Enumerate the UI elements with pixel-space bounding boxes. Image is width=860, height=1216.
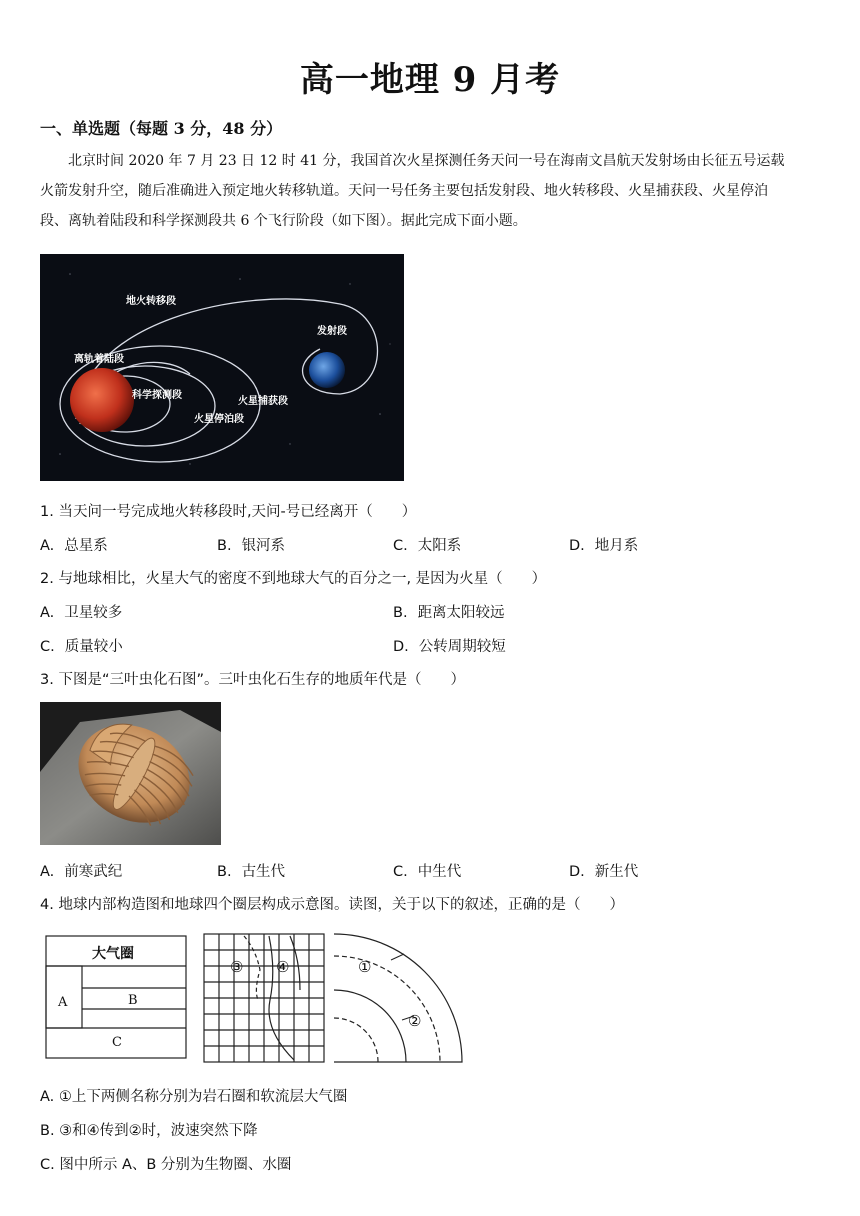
q1-option-c[interactable]: C. 太阳系 bbox=[393, 538, 462, 554]
earth-layers-diagram bbox=[44, 930, 464, 1065]
layer-b-label: B bbox=[128, 993, 138, 1008]
question-2: 2. 与地球相比，火星大气的密度不到地球大气的百分之一, 是因为火星（ ） bbox=[40, 571, 547, 587]
intro-line-2: 火箭发射升空，随后准确进入预定地火转移轨道。天问一号任务主要包括发射段、地火转移段、火星捕获段、火星停泊 bbox=[40, 183, 768, 199]
marker-4: ④ bbox=[276, 958, 290, 976]
label-science: 科学探测段 bbox=[132, 390, 182, 401]
intro-paragraph bbox=[40, 146, 820, 236]
q3-option-c[interactable]: C. 中生代 bbox=[393, 864, 462, 880]
q2-option-d[interactable]: D. 公转周期较短 bbox=[393, 639, 506, 655]
q4-option-c[interactable]: C. 图中所示 A、B 分别为生物圈、水圈 bbox=[40, 1157, 292, 1173]
trilobite-svg bbox=[40, 702, 221, 845]
q1-option-a[interactable]: A. 总星系 bbox=[40, 538, 108, 554]
earth-planet bbox=[309, 352, 345, 388]
intro-line-1: 北京时间 2020 年 7 月 23 日 12 时 41 分，我国首次火星探测任务天问一号在海南文昌航天发射场由长征五号运载 bbox=[68, 153, 785, 169]
q4-option-a[interactable]: A. ①上下两侧名称分别为岩石圈和软流层大气圈 bbox=[40, 1089, 348, 1105]
marker-3: ③ bbox=[230, 958, 244, 976]
mars-mission-figure bbox=[40, 254, 404, 481]
earth-layers-svg bbox=[44, 930, 464, 1065]
q2-option-c[interactable]: C. 质量较小 bbox=[40, 639, 123, 655]
question-1: 1. 当天问一号完成地火转移段时,天问-号已经离开（ ） bbox=[40, 504, 417, 520]
marker-1: ① bbox=[358, 958, 372, 976]
question-4: 4. 地球内部构造图和地球四个圈层构成示意图。读图，关于以下的叙述，正确的是（ ） bbox=[40, 897, 624, 913]
question-3: 3. 下图是“三叶虫化石图”。三叶虫化石生存的地质年代是（ ） bbox=[40, 672, 465, 688]
q2-option-a[interactable]: A. 卫星较多 bbox=[40, 605, 123, 621]
section-heading: 一、单选题（每题 3 分，48 分） bbox=[40, 119, 283, 138]
label-capture: 火星捕获段 bbox=[238, 396, 288, 407]
label-transfer: 地火转移段 bbox=[126, 296, 176, 307]
q3-option-d[interactable]: D. 新生代 bbox=[569, 864, 639, 880]
q1-option-d[interactable]: D. 地月系 bbox=[569, 538, 639, 554]
atmosphere-label: 大气圈 bbox=[92, 946, 134, 962]
layer-a-label: A bbox=[58, 995, 68, 1010]
q4-option-b[interactable]: B. ③和④传到②时，波速突然下降 bbox=[40, 1123, 258, 1139]
mars-mission-svg bbox=[40, 254, 404, 481]
page-title: 高一地理 9 月考 bbox=[299, 60, 561, 100]
trilobite-fossil-image bbox=[40, 702, 221, 845]
marker-2: ② bbox=[408, 1012, 422, 1030]
label-launch: 发射段 bbox=[317, 326, 347, 337]
q3-option-a[interactable]: A. 前寒武纪 bbox=[40, 864, 123, 880]
label-deorbit: 离轨着陆段 bbox=[74, 354, 124, 365]
layer-c-label: C bbox=[112, 1035, 122, 1050]
intro-line-3: 段、离轨着陆段和科学探测段共 6 个飞行阶段（如下图）。据此完成下面小题。 bbox=[40, 213, 527, 229]
label-parking: 火星停泊段 bbox=[194, 414, 244, 425]
q3-option-b[interactable]: B. 古生代 bbox=[217, 864, 286, 880]
q2-option-b[interactable]: B. 距离太阳较远 bbox=[393, 605, 505, 621]
mars-planet bbox=[70, 368, 134, 432]
q1-option-b[interactable]: B. 银河系 bbox=[217, 538, 286, 554]
